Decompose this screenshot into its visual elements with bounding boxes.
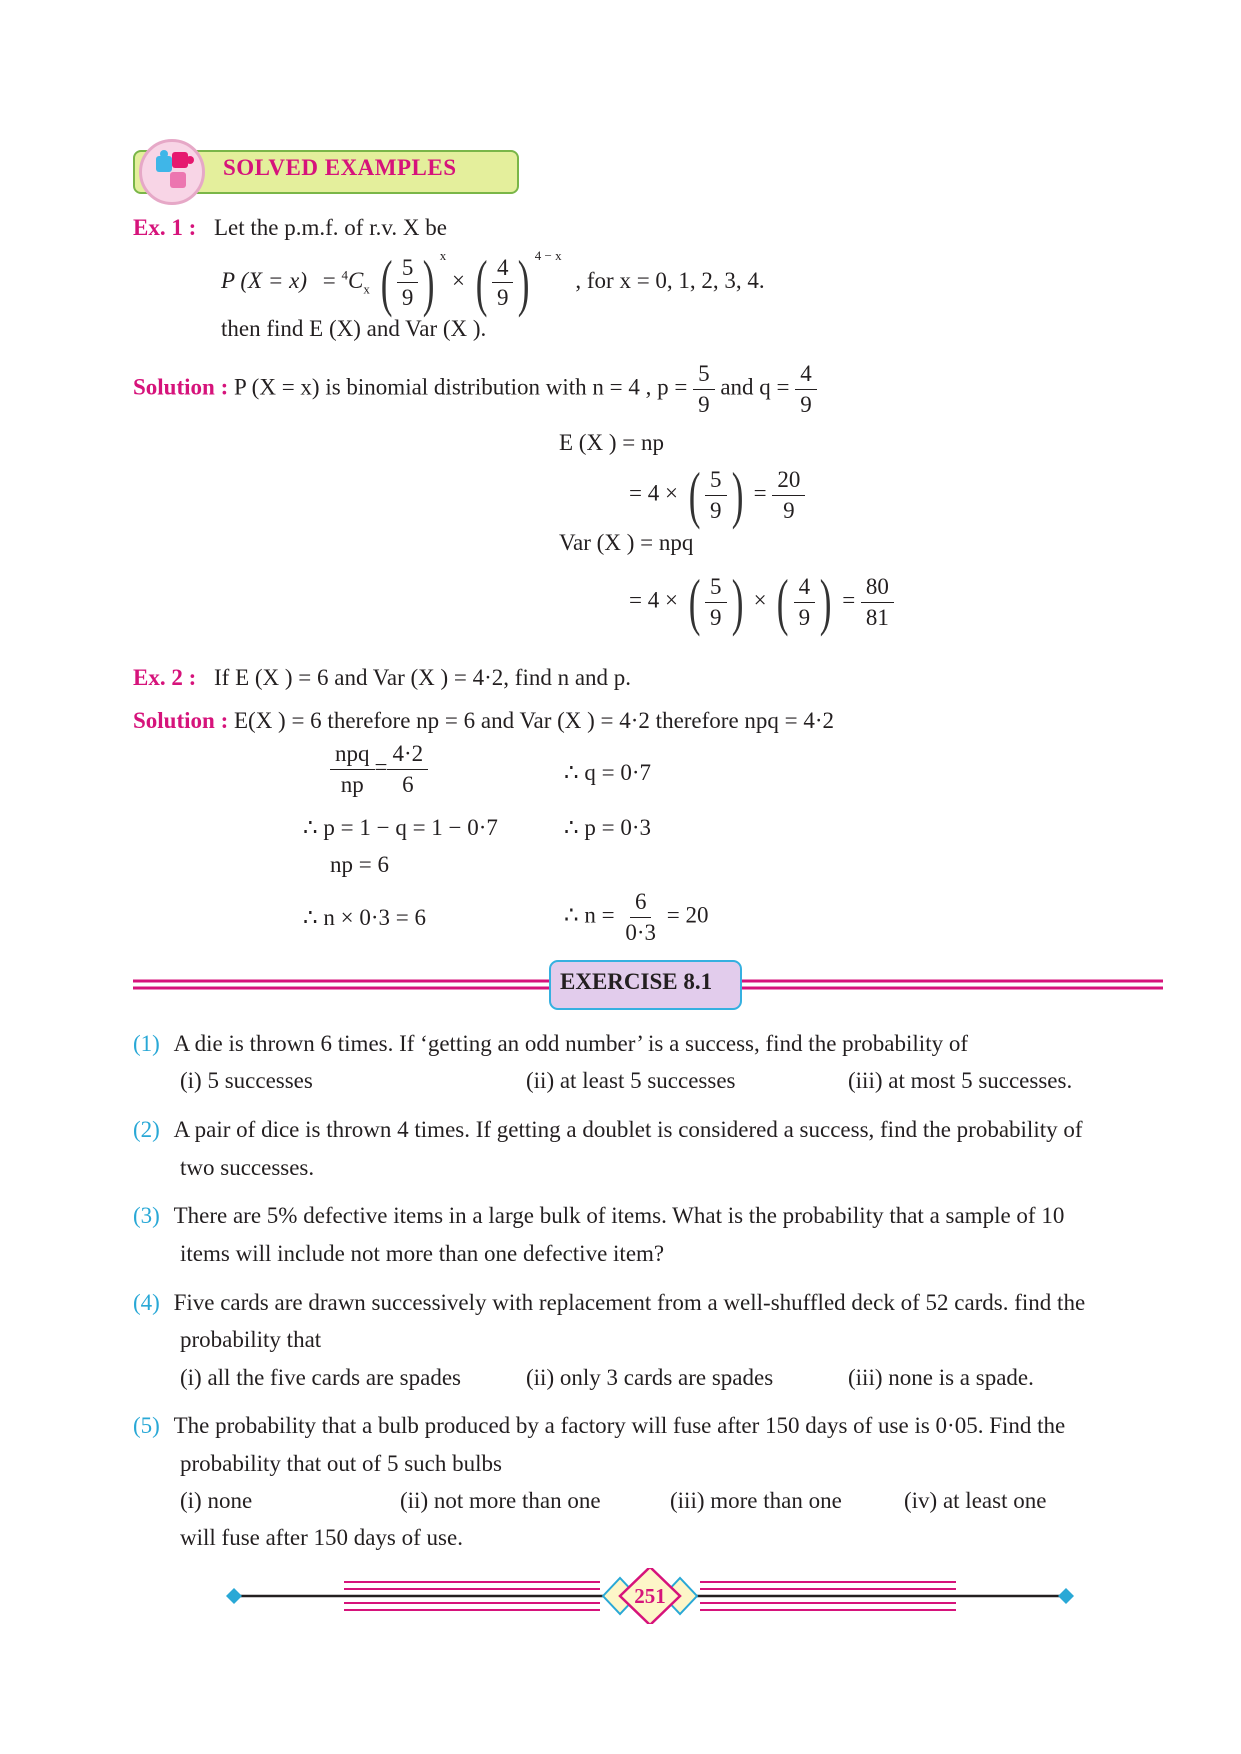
ex1-block [133, 215, 447, 241]
question-part: (iii) none is a spade. [848, 1365, 1034, 1390]
question-text: A pair of dice is thrown 4 times. If getting a doublet is considered a success, find the probability of [173, 1117, 1083, 1142]
sol1-l4-f1num: 5 [705, 573, 727, 603]
sol1-l4-f2den: 9 [798, 604, 811, 630]
formula-lhs: P (X = x) [221, 268, 307, 293]
formula-exp1: x [439, 248, 447, 263]
sol2-r4-post: = 20 [666, 902, 709, 928]
question-1 [133, 1031, 968, 1057]
sol1-l2-fden: 9 [710, 497, 722, 523]
sol2-f-eq: = [374, 754, 388, 780]
sol1-line2: = 4 × ( $\frac{5}{9}$ ) = $\frac{20}{9}$ [629, 463, 805, 527]
formula-eq: = [322, 268, 336, 293]
sol1-l4-f1den: 9 [710, 604, 722, 630]
question-part: (i) none [180, 1488, 253, 1513]
sol1-intro [133, 360, 817, 418]
formula-c-sub: x [363, 281, 370, 297]
question-part: (iv) at least one [904, 1488, 1047, 1513]
sol1-l4-times: × [753, 587, 767, 613]
question-text: Five cards are drawn successively with replacement from a well-shuffled deck of 52 cards. find the [173, 1290, 1086, 1315]
question-text: probability that out of 5 such bulbs [180, 1451, 502, 1476]
page-number: 251 [634, 1584, 666, 1608]
ex2-label: Ex. 2 : [133, 665, 197, 690]
sol1-q-num: 4 [795, 360, 817, 390]
sol1-p-den: 9 [698, 391, 710, 417]
question-part: (i) 5 successes [180, 1068, 313, 1093]
question-text: There are 5% defective items in a large bulk of items. What is the probability that a sample of 10 [173, 1203, 1065, 1228]
sol1-line3: Var (X ) = npq [559, 530, 694, 555]
question-text: probability that [180, 1327, 322, 1352]
exercise-title: EXERCISE 8.1 [560, 969, 713, 994]
sol2-l3: np = 6 [330, 852, 389, 877]
sol2-l4: ∴ n × 0·3 = 6 [303, 905, 426, 930]
puzzle-icon [139, 139, 205, 205]
question-number: (2) [133, 1117, 160, 1142]
sol1-line1: E (X ) = np [559, 430, 664, 455]
ex2-text: If E (X ) = 6 and Var (X ) = 4·2, find n and p. [214, 665, 632, 690]
question-number: (1) [133, 1031, 160, 1056]
question-number: (3) [133, 1203, 160, 1228]
sol2-r1: ∴ q = 0·7 [564, 760, 652, 785]
sol1-l2-pre: = 4 × [629, 480, 678, 506]
question-text: items will include not more than one defective item? [180, 1241, 665, 1266]
sol2-r2: ∴ p = 0·3 [564, 815, 652, 840]
sol1-l4-eq: = [842, 587, 856, 613]
question-2 [133, 1117, 1083, 1143]
ex1-task: then find E (X) and Var (X ). [221, 316, 487, 341]
question-4 [133, 1290, 1085, 1316]
sol2-l2: ∴ p = 1 − q = 1 − 0·7 [303, 815, 498, 840]
question-3 [133, 1203, 1064, 1229]
question-text: The probability that a bulb produced by a factory will fuse after 150 days of use is 0·05. Find the [173, 1413, 1066, 1438]
sol2-f-rden: 6 [402, 771, 414, 797]
ex1-label: Ex. 1 : [133, 215, 197, 240]
sol2-text: E(X ) = 6 therefore np = 6 and Var (X ) = 4·2 therefore npq = 4·2 [233, 708, 835, 733]
formula-f1-num: 5 [397, 254, 419, 284]
formula-tail: , for x = 0, 1, 2, 3, 4. [575, 268, 765, 293]
sol1-l4-rnum: 80 [861, 573, 894, 603]
sol2-intro [133, 708, 834, 734]
sol1-l4-rden: 81 [865, 604, 889, 630]
question-part: (i) all the five cards are spades [180, 1365, 461, 1390]
ex2-block [133, 665, 631, 691]
formula-paren-2: ( $\frac{4}{9}$ ) [475, 246, 531, 318]
sol2-f-num: npq [330, 740, 375, 770]
sol2-f-den: np [340, 771, 364, 797]
sol1-l2-fnum: 5 [705, 466, 727, 496]
sol1-label: Solution : [133, 374, 229, 400]
question-text: two successes. [180, 1155, 315, 1180]
question-part: (iii) at most 5 successes. [848, 1068, 1073, 1093]
sol1-l2-eq: = [753, 480, 767, 506]
sol2-f-rnum: 4·2 [387, 740, 428, 770]
question-part: (iii) more than one [670, 1488, 842, 1513]
sol1-q-den: 9 [800, 391, 812, 417]
question-number: (5) [133, 1413, 160, 1438]
question-5 [133, 1413, 1065, 1439]
question-part: (ii) only 3 cards are spades [526, 1365, 774, 1390]
question-part: (ii) not more than one [400, 1488, 601, 1513]
sol1-p-num: 5 [693, 360, 715, 390]
sol1-l2-rnum: 20 [772, 466, 805, 496]
formula-times: × [451, 268, 465, 293]
question-text: A die is thrown 6 times. If ‘getting an odd number’ is a success, find the probability of [173, 1031, 968, 1056]
formula-f2-den: 9 [496, 285, 509, 311]
formula-exp2: 4 − x [534, 248, 562, 263]
sol2-r4-num: 6 [630, 888, 652, 918]
formula-paren-1: ( $\frac{5}{9}$ ) [380, 246, 435, 318]
ex1-formula [221, 246, 765, 318]
sol2-r4-den: 0·3 [625, 919, 657, 945]
formula-f1-den: 9 [401, 285, 414, 311]
sol1-l4-pre: = 4 × [629, 587, 678, 613]
formula-c: C [347, 268, 364, 293]
question-text: will fuse after 150 days of use. [180, 1525, 463, 1550]
ex1-intro: Let the p.m.f. of r.v. X be [214, 215, 447, 240]
sol2-r4-pre: ∴ n = [564, 902, 615, 928]
sol1-text: P (X = x) is binomial distribution with n = 4 , p = [233, 374, 688, 400]
section-title: SOLVED EXAMPLES [223, 155, 457, 180]
sol2-frac [330, 740, 428, 798]
sol1-and-q: and q = [720, 374, 790, 400]
sol1-line4: = 4 × ( $\frac{5}{9}$ ) × ( $\frac{4}{9}$ ) = $\frac{80}{81}$ [629, 570, 894, 634]
sol1-l4-f2num: 4 [794, 573, 816, 603]
formula-c-pre: 4 [341, 267, 348, 283]
question-number: (4) [133, 1290, 160, 1315]
question-part: (ii) at least 5 successes [526, 1068, 736, 1093]
formula-f2-num: 4 [492, 254, 514, 284]
sol1-l2-rden: 9 [783, 497, 795, 523]
sol2-r4 [564, 888, 709, 946]
sol2-label: Solution : [133, 708, 229, 733]
